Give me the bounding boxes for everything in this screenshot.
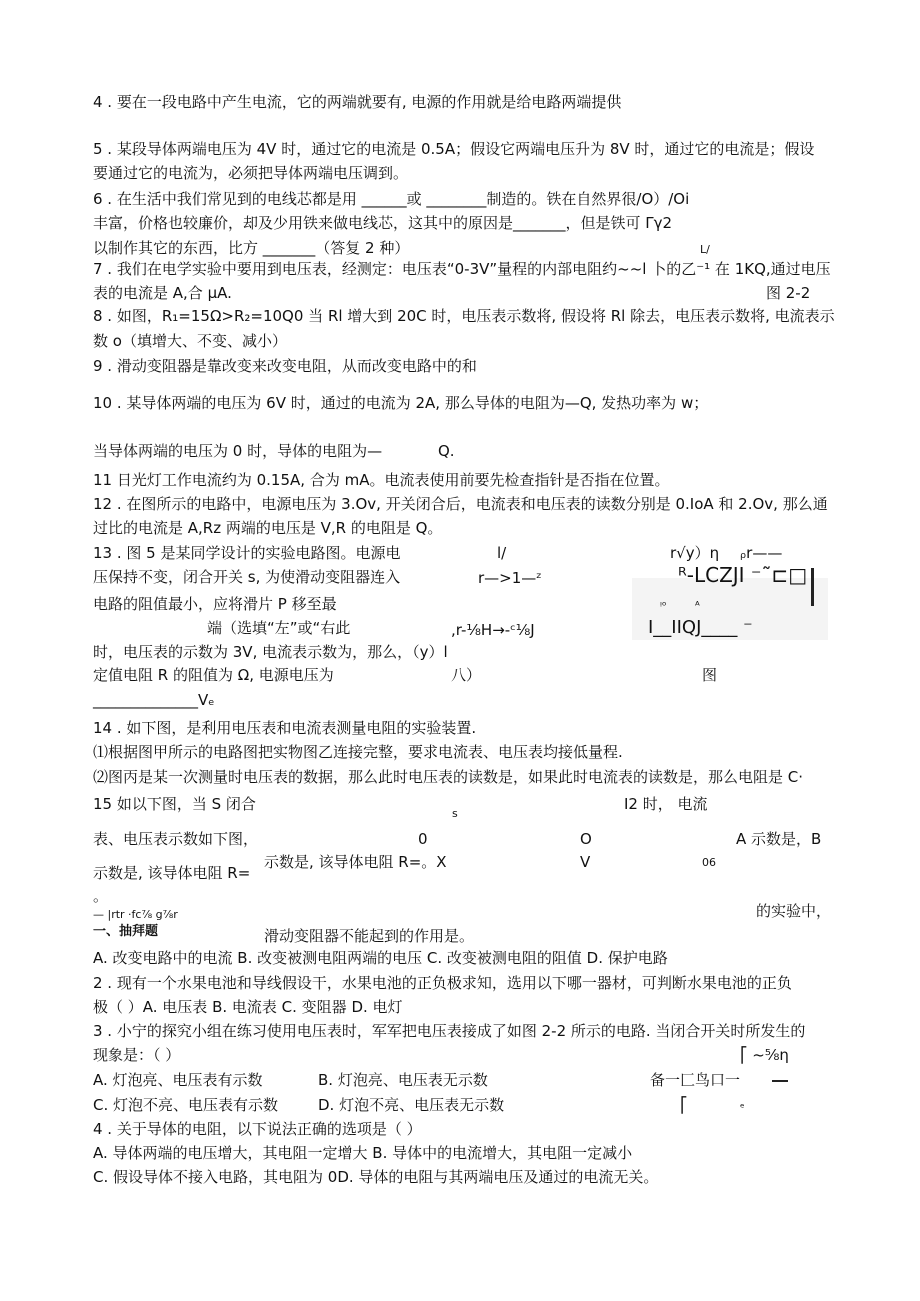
q15-o: O (580, 830, 592, 848)
mc3-fig-glyph1: ⎡ ~⅝η (740, 1046, 789, 1064)
q14-line2: ⑴根据图甲所示的电路图把实物图乙连接完整，要求电流表、电压表均接低量程. (93, 743, 623, 761)
q13-glyph4: r—>1—ᶻ (478, 569, 542, 587)
q15-line3: 示数是, 该导体电阻 R= (93, 864, 251, 882)
q15-v: V (580, 853, 591, 871)
q15-06: 06 (702, 856, 716, 869)
q15-mid: 示数是, 该导体电阻 R=。X (264, 853, 447, 871)
q7-line1: 7 . 我们在电学实验中要用到电压表，经测定：电压表“0-3V”量程的内部电阻约~~l 卜的乙⁻¹ 在 1KQ,通过电压 (93, 260, 831, 278)
q5-line2: 要通过它的电流为，必须把导体两端电压调到。 (93, 164, 409, 182)
q9-text: 9 . 滑动变阻器是靠改变来改变电阻，从而改变电路中的和 (93, 357, 477, 375)
q14-line3: ⑵图丙是某一次测量时电压表的数据，那么此时电压表的读数是，如果此时电流表的读数是，那么电阻是 C· (93, 768, 804, 786)
q13-circuit-wire (811, 568, 814, 606)
q15-garble: — |rtr ·fc⅞ g⅞r (93, 908, 178, 921)
q11-text: 11 日光灯工作电流约为 0.15A, 合为 mA。电流表使用前要先检查指针是否指在位置。 (93, 471, 670, 489)
q13-line2: 压保持不变，闭合开关 s, 为使滑动变阻器连入 (93, 568, 401, 586)
q13-line5: 时，电压表的示数为 3V, 电流表示数为，那么，（y）l (93, 643, 448, 661)
mc3-fig-wire (772, 1080, 788, 1082)
q12-line2: 过比的电流是 A,Rz 两端的电压是 V,R 的电阻是 Q。 (93, 519, 443, 537)
mc3-option-c: C. 灯泡不亮、电压表有示数 (93, 1096, 279, 1114)
q15-dot: 。 (93, 887, 109, 905)
q15-line2: 表、电压表示数如下图， (93, 830, 259, 848)
q8-line2: 数 o（填增大、不变、减小） (93, 332, 287, 350)
q8-line1: 8 . 如图，R₁=15Ω>R₂=10Q0 当 Rl 增大到 20C 时，电压表示数将, 假设将 Rl 除去，电压表示数将, 电流表示 (93, 307, 835, 325)
q13-glyph12: 八） (451, 666, 482, 684)
mc1-options: A. 改变电路中的电流 B. 改变被测电阻两端的电压 C. 改变被测电阻的阻值 D. 保护电路 (93, 949, 668, 967)
q10-line2b: Q. (438, 442, 455, 460)
q15-zero: 0 (418, 830, 428, 848)
mc3-option-d: D. 灯泡不亮、电压表无示数 (318, 1096, 505, 1114)
mc3-line1: 3 . 小宁的探究小组在练习使用电压表时，军军把电压表接成了如图 2-2 所示的电路. 当闭合开关时所发生的 (93, 1022, 806, 1040)
q13-line6: 定值电阻 R 的阻值为 Ω, 电源电压为 (93, 666, 334, 684)
q5-line1: 5 . 某段导体两端电压为 4V 时，通过它的电流是 0.5A；假设它两端电压升为 8V 时，通过它的电流是；假设 (93, 140, 815, 158)
mc1-stem: 滑动变阻器不能起到的作用是。 (264, 927, 475, 945)
q13-line1: 13 . 图 5 是某同学设计的实验电路图。电源电 (93, 544, 401, 562)
q13-glyph10: ,r-⅛H→-ᶜ⅛J (451, 621, 535, 639)
q12-line1: 12 . 在图所示的电路中，电源电压为 3.Ov, 开关闭合后，电流表和电压表的读数分别是 0.IoA 和 2.Ov, 那么通 (93, 495, 828, 513)
q7-line2: 表的电流是 A,合 μA. (93, 284, 232, 302)
q13-glyph1: l/ (497, 544, 507, 562)
q13-glyph8: ᴬ (695, 599, 700, 612)
q13-glyph5: ᴿ-LCZJI ⁻˜⊏□ (678, 563, 808, 587)
mc3-option-b: B. 灯泡亮、电压表无示数 (318, 1071, 488, 1089)
q15-s-mark: s (452, 807, 458, 820)
q6-line3: 以制作其它的东西，比方 _______（答复 2 种） (93, 239, 410, 257)
q10-line1: 10 . 某导体两端的电压为 6V 时，通过的电流为 2A, 那么导体的电阻为—Q, 发热功率为 w； (93, 394, 709, 412)
q13-glyph7: ᵎᵒ (660, 599, 667, 612)
mc4-line2: A. 导体两端的电压增大，其电阻一定增大 B. 导体中的电流增大，其电阻一定减小 (93, 1144, 633, 1162)
q15-line1: 15 如以下图，当 S 闭合 (93, 795, 256, 813)
mc4-line1: 4 . 关于导体的电阻，以下说法正确的选项是（ ） (93, 1120, 422, 1138)
mc3-fig-glyph2: 备一匚鸟口一 (650, 1071, 741, 1089)
q13-line7: ______________Vₑ (93, 691, 215, 709)
q6-line2: 丰富，价格也较廉价，却及少用铁来做电线芯，这其中的原因是_______，但是铁可 Γγ2 (93, 214, 673, 232)
mc3-line2: 现象是：（ ） (93, 1046, 181, 1064)
q4-text: 4 . 要在一段电路中产生电流，它的两端就要有, 电源的作用就是给电路两端提供 (93, 93, 622, 111)
q13-line4: 端（选填“左”或“右此 (207, 619, 351, 637)
q15-exp-right: 的实验中， (756, 902, 832, 920)
q13-glyph13: 图 (702, 666, 718, 684)
mc3-fig-glyph4: ᵉ (740, 1101, 745, 1114)
q10-line2a: 当导体两端的电压为 0 时，导体的电阻为— (93, 442, 383, 460)
q15-line1-right: I2 时， 电流 (624, 795, 708, 813)
q13-glyph11: I__IIQJ____ ⁻ (648, 617, 753, 638)
section-title: 一、抽拜题 (93, 924, 159, 939)
q13-glyph3: ᵨr—— (740, 544, 783, 562)
q13-glyph2: r√y）η (670, 544, 720, 562)
mc2-line1: 2 . 现有一个水果电池和导线假设干，水果电池的正负极求知，选用以下哪一器材，可判断水果电池的正负 (93, 974, 792, 992)
q6-line1: 6 . 在生活中我们常见到的电线芯都是用 ______或 ________制造的。铁在自然界很/O）/Oi (93, 190, 690, 208)
q7-fig-label: 图 2-2 (766, 284, 811, 302)
mc2-line2: 极（ ）A. 电压表 B. 电流表 C. 变阻器 D. 电灯 (93, 998, 403, 1016)
mc4-line3: C. 假设导体不接入电路，其电阻为 0D. 导体的电阻与其两端电压及通过的电流无关。 (93, 1168, 659, 1186)
q13-line3: 电路的阻值最小，应将滑片 P 移至最 (93, 595, 337, 613)
q14-line1: 14 . 如下图，是利用电压表和电流表测量电阻的实验装置. (93, 719, 477, 737)
q6-mark: L/ (700, 243, 710, 256)
mc3-fig-glyph3: ⎡ (680, 1096, 688, 1114)
q15-a-reading: A 示数是，B (736, 830, 822, 848)
mc3-option-a: A. 灯泡亮、电压表有示数 (93, 1071, 263, 1089)
